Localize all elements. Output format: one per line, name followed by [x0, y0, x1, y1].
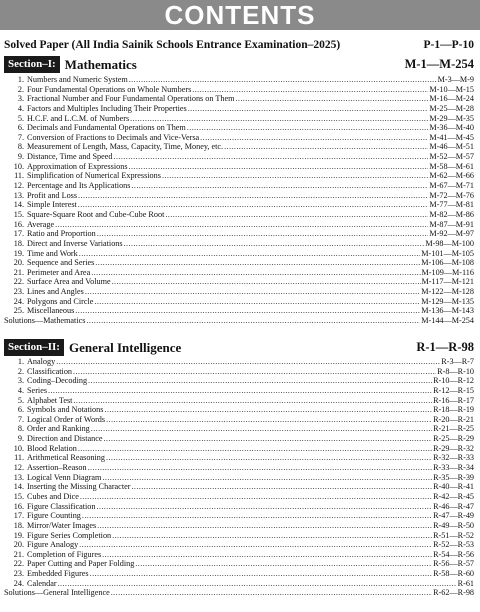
toc-entry[interactable]	[0, 306, 480, 316]
toc-leader-dots	[88, 463, 432, 473]
toc-entry-title: Sequence and Series	[27, 258, 95, 268]
toc-entry-number: 6.	[17, 123, 24, 133]
toc-entry-pages: R-33—R-34	[433, 463, 474, 473]
toc-leader-dots	[95, 258, 420, 268]
toc-leader-dots	[97, 229, 429, 239]
toc-entry-number: 21.	[13, 267, 24, 277]
toc-solutions-pages: M-144—M-254	[421, 316, 474, 326]
toc-leader-dots	[79, 540, 432, 550]
toc-entry[interactable]	[0, 367, 480, 377]
toc-entry-title: Paper Cutting and Paper Folding	[27, 559, 135, 569]
toc-entry[interactable]	[0, 405, 480, 415]
toc-leader-dots	[112, 531, 432, 541]
toc-entry-pages: R-32—R-33	[433, 453, 474, 463]
toc-leader-dots	[58, 579, 457, 589]
toc-leader-dots	[91, 268, 420, 278]
toc-leader-dots	[130, 114, 428, 124]
toc-entry-pages: M-16—M-24	[429, 94, 474, 104]
toc-leader-dots	[86, 316, 420, 326]
toc-entry[interactable]	[0, 210, 480, 220]
section-1-name: Mathematics	[64, 56, 137, 72]
toc-entry-title: Lines and Angles	[27, 287, 84, 297]
toc-entry-number: 23.	[13, 569, 24, 579]
toc-entry-title: H.C.F. and L.C.M. of Numbers	[27, 113, 130, 123]
toc-entry-title: Inserting the Missing Character	[27, 482, 131, 492]
section-1-tag: Section–I:	[4, 56, 60, 73]
toc-entry-number: 14.	[13, 482, 24, 492]
section-1-range: M-1—M-254	[404, 57, 474, 71]
toc-entry-title: Figure Analogy	[27, 540, 79, 550]
toc-entry[interactable]	[0, 75, 480, 85]
toc-leader-dots	[96, 502, 432, 512]
toc-entry-title: Series	[27, 385, 48, 395]
toc-entry-pages: R-20—R-21	[433, 414, 474, 424]
toc-entry[interactable]	[0, 104, 480, 114]
toc-entry[interactable]	[0, 396, 480, 406]
toc-entry-pages: R-42—R-45	[433, 491, 474, 501]
toc-entry[interactable]	[0, 152, 480, 162]
toc-entry-title: Embedded Figures	[27, 569, 89, 579]
toc-leader-dots	[90, 569, 432, 579]
toc-entry-number: 11.	[14, 171, 24, 181]
toc-leader-dots	[129, 75, 437, 85]
toc-entry-number: 2.	[17, 84, 24, 94]
toc-entry[interactable]	[0, 114, 480, 124]
toc-entry-title: Polygons and Circle	[27, 296, 94, 306]
toc-entry[interactable]	[0, 540, 480, 550]
toc-entry[interactable]	[0, 473, 480, 483]
toc-entry[interactable]	[0, 85, 480, 95]
toc-entry-title: Ratio and Proportion	[27, 229, 96, 239]
toc-leader-dots	[78, 444, 432, 454]
toc-entry-pages: R-54—R-56	[433, 549, 474, 559]
toc-entry-number: 4.	[17, 385, 24, 395]
toc-solutions-entry[interactable]	[0, 316, 480, 326]
toc-entry[interactable]	[0, 531, 480, 541]
toc-entry[interactable]	[0, 94, 480, 104]
toc-entry-title: Figure Series Completion	[27, 530, 112, 540]
toc-leader-dots	[135, 559, 432, 569]
toc-entry-number: 9.	[17, 434, 24, 444]
toc-entry-title: Assertion–Reason	[27, 463, 87, 473]
toc-entry-pages: M-36—M-40	[429, 123, 474, 133]
toc-entry-title: Coding–Decoding	[27, 376, 88, 386]
toc-leader-dots	[188, 104, 429, 114]
toc-entry-pages: M-62—M-66	[429, 171, 474, 181]
section-1-header[interactable]	[4, 56, 474, 73]
toc-entry-number: 17.	[13, 229, 24, 239]
toc-entry-pages: M-29—M-35	[429, 113, 474, 123]
toc-entry-pages: R-58—R-60	[433, 569, 474, 579]
toc-entry-title: Cubes and Dice	[27, 491, 79, 501]
toc-entry-title: Perimeter and Area	[27, 267, 91, 277]
toc-entry-number: 18.	[13, 520, 24, 530]
solved-paper-title: Solved Paper (All India Sainik Schools Entrance Examination–2025)	[4, 39, 341, 51]
toc-leader-dots	[165, 210, 428, 220]
toc-entry-pages: R-61	[457, 578, 474, 588]
toc-entry-pages: R-16—R-17	[433, 395, 474, 405]
toc-leader-dots	[82, 511, 432, 521]
toc-entry-pages: R-8—R-10	[437, 366, 474, 376]
toc-leader-dots	[78, 200, 429, 210]
contents-banner: CONTENTS	[0, 0, 480, 30]
toc-entry-pages: M-10—M-15	[429, 84, 474, 94]
toc-entry-pages: M-25—M-28	[429, 103, 474, 113]
toc-entry-pages: M-98—M-100	[425, 238, 474, 248]
toc-entry[interactable]	[0, 200, 480, 210]
toc-entry-title: Figure Counting	[27, 511, 81, 521]
toc-leader-dots	[131, 482, 432, 492]
toc-leader-dots	[91, 424, 432, 434]
toc-entry-pages: M-122—M-128	[421, 287, 474, 297]
toc-entry[interactable]	[0, 511, 480, 521]
toc-entry-pages: M-87—M-91	[429, 219, 474, 229]
toc-leader-dots	[192, 85, 428, 95]
toc-entry-title: Direction and Distance	[27, 434, 103, 444]
toc-entry-number: 22.	[13, 277, 24, 287]
toc-entry-title: Direct and Inverse Variations	[27, 238, 123, 248]
toc-entry-pages: R-47—R-49	[433, 511, 474, 521]
toc-entry[interactable]	[0, 297, 480, 307]
toc-entry-number: 8.	[17, 142, 24, 152]
toc-entry-title: Decimals and Fundamental Operations on Them	[27, 123, 186, 133]
toc-entry-number: 19.	[13, 248, 24, 258]
toc-entry-number: 12.	[13, 463, 24, 473]
toc-entry-pages: R-3—R-7	[441, 357, 474, 366]
toc-leader-dots	[48, 386, 432, 396]
toc-entry-number: 15.	[13, 209, 24, 219]
toc-entry-number: 20.	[13, 540, 24, 550]
toc-entry-pages: M-117—M-121	[421, 277, 474, 287]
toc-entry[interactable]	[0, 386, 480, 396]
toc-leader-dots	[106, 453, 432, 463]
toc-entry[interactable]	[0, 502, 480, 512]
toc-entry[interactable]	[0, 287, 480, 297]
toc-entry-number: 9.	[17, 152, 24, 162]
toc-leader-dots	[111, 588, 432, 598]
toc-entry-pages: R-12—R-15	[433, 385, 474, 395]
toc-entry[interactable]	[0, 133, 480, 143]
toc-entry-pages: R-52—R-53	[433, 540, 474, 550]
toc-entry-pages: M-136—M-143	[421, 306, 474, 316]
toc-entry-number: 10.	[13, 443, 24, 453]
toc-entry-title: Symbols and Notations	[27, 405, 104, 415]
section-2-list	[0, 357, 480, 598]
toc-leader-dots	[106, 415, 432, 425]
section-2-name: General Intelligence	[68, 339, 182, 355]
toc-entry-number: 4.	[17, 103, 24, 113]
toc-entry[interactable]	[0, 162, 480, 172]
toc-entry[interactable]	[0, 220, 480, 230]
toc-entry-title: Logical Order of Words	[27, 414, 106, 424]
toc-entry-title: Classification	[27, 366, 73, 376]
toc-leader-dots	[104, 405, 432, 415]
toc-leader-dots	[235, 94, 428, 104]
toc-leader-dots	[162, 171, 428, 181]
toc-entry-title: Completion of Figures	[27, 549, 102, 559]
toc-entry-number: 1.	[17, 75, 24, 84]
toc-entry-pages: R-18—R-19	[433, 405, 474, 415]
toc-entry-number: 8.	[17, 424, 24, 434]
toc-entry-pages: M-3—M-9	[437, 75, 474, 84]
toc-leader-dots	[102, 550, 432, 560]
toc-entry-number: 14.	[13, 200, 24, 210]
toc-entry-title: Distance, Time and Speed	[27, 152, 113, 162]
toc-entry-title: Approximation of Expressions	[27, 161, 128, 171]
toc-entry-pages: M-101—M-105	[421, 248, 474, 258]
toc-leader-dots	[131, 181, 428, 191]
toc-entry-number: 6.	[17, 405, 24, 415]
section-2-tag: Section–II:	[4, 339, 64, 356]
toc-leader-dots	[129, 162, 429, 172]
toc-entry-number: 16.	[13, 501, 24, 511]
toc-entry[interactable]	[0, 123, 480, 133]
toc-entry[interactable]	[0, 424, 480, 434]
toc-entry[interactable]	[0, 550, 480, 560]
toc-leader-dots	[56, 357, 440, 367]
toc-entry-title: Simplification of Numerical Expressions	[27, 171, 161, 181]
toc-entry-title: Profit and Loss	[27, 190, 78, 200]
toc-entry-number: 3.	[17, 376, 24, 386]
toc-leader-dots	[88, 376, 432, 386]
toc-entry[interactable]	[0, 249, 480, 259]
toc-leader-dots	[224, 142, 428, 152]
toc-entry-title: Measurement of Length, Mass, Capacity, Time, Money, etc.	[27, 142, 224, 152]
toc-entry[interactable]	[0, 415, 480, 425]
toc-entry-pages: R-46—R-47	[433, 501, 474, 511]
toc-entry-pages: R-40—R-41	[433, 482, 474, 492]
toc-entry-pages: R-51—R-52	[433, 530, 474, 540]
toc-entry-title: Factors and Multiples Including Their Properties	[27, 103, 187, 113]
toc-entry-pages: M-77—M-81	[429, 200, 474, 210]
toc-entry[interactable]	[0, 239, 480, 249]
toc-entry-pages: M-82—M-86	[429, 209, 474, 219]
toc-entry-number: 1.	[17, 357, 24, 366]
toc-entry-pages: M-46—M-51	[429, 142, 474, 152]
toc-entry[interactable]	[0, 277, 480, 287]
toc-leader-dots	[102, 473, 432, 483]
toc-entry[interactable]	[0, 569, 480, 579]
toc-entry[interactable]	[0, 376, 480, 386]
toc-entry-title: Simple Interest	[27, 200, 77, 210]
toc-leader-dots	[187, 123, 429, 133]
toc-entry-title: Fractional Number and Four Fundamental Operations on Them	[27, 94, 235, 104]
toc-leader-dots	[114, 152, 429, 162]
toc-entry-number: 13.	[13, 190, 24, 200]
toc-leader-dots	[73, 396, 432, 406]
toc-entry-number: 15.	[13, 491, 24, 501]
toc-entry-pages: M-129—M-135	[421, 296, 474, 306]
toc-solutions-pages: R-62—R-98	[433, 588, 474, 598]
section-2-range: R-1—R-98	[416, 340, 474, 354]
toc-entry-number: 2.	[17, 366, 24, 376]
toc-entry[interactable]	[0, 191, 480, 201]
toc-entry-number: 20.	[13, 258, 24, 268]
toc-entry[interactable]	[0, 559, 480, 569]
section-1-list	[0, 75, 480, 326]
toc-entry[interactable]	[0, 268, 480, 278]
toc-entry-title: Alphabet Test	[27, 395, 73, 405]
toc-entry-title: Numbers and Numeric System	[27, 75, 128, 84]
toc-entry[interactable]	[0, 357, 480, 367]
toc-entry-title: Miscellaneous	[27, 306, 75, 316]
toc-entry-pages: R-25—R-29	[433, 434, 474, 444]
toc-leader-dots	[103, 434, 432, 444]
toc-entry[interactable]	[0, 181, 480, 191]
toc-entry[interactable]	[0, 142, 480, 152]
toc-solutions-entry[interactable]	[0, 588, 480, 598]
toc-entry-pages: R-35—R-39	[433, 472, 474, 482]
toc-entry-number: 5.	[17, 395, 24, 405]
toc-entry[interactable]	[0, 521, 480, 531]
toc-entry[interactable]	[0, 492, 480, 502]
toc-entry-number: 17.	[13, 511, 24, 521]
toc-entry-number: 7.	[17, 132, 24, 142]
toc-entry-title: Four Fundamental Operations on Whole Numbers	[27, 84, 192, 94]
toc-entry-pages: R-49—R-50	[433, 520, 474, 530]
toc-entry-pages: M-41—M-45	[429, 132, 474, 142]
toc-entry-number: 5.	[17, 113, 24, 123]
toc-entry-title: Time and Work	[27, 248, 78, 258]
toc-entry-number: 24.	[13, 578, 24, 588]
toc-entry[interactable]	[0, 171, 480, 181]
toc-entry[interactable]	[0, 463, 480, 473]
toc-entry-number: 25.	[13, 306, 24, 316]
toc-leader-dots	[75, 306, 420, 316]
toc-entry-pages: R-10—R-12	[433, 376, 474, 386]
toc-entry-number: 21.	[13, 549, 24, 559]
solved-paper-entry[interactable]	[4, 37, 474, 53]
toc-entry-pages: M-106—M-108	[421, 258, 474, 268]
toc-entry-title: Surface Area and Volume	[27, 277, 111, 287]
toc-entry[interactable]	[0, 482, 480, 492]
toc-entry[interactable]	[0, 453, 480, 463]
toc-entry-pages: M-67—M-71	[429, 181, 474, 191]
toc-entry-number: 13.	[13, 472, 24, 482]
toc-entry-number: 24.	[13, 296, 24, 306]
toc-entry-number: 11.	[14, 453, 24, 463]
toc-entry[interactable]	[0, 258, 480, 268]
toc-entry-pages: R-21—R-25	[433, 424, 474, 434]
toc-entry-number: 18.	[13, 238, 24, 248]
toc-entry-title: Square-Square Root and Cube-Cube Root	[27, 209, 165, 219]
toc-leader-dots	[85, 287, 420, 297]
toc-entry-number: 16.	[13, 219, 24, 229]
solved-paper-pages: P-1—P-10	[423, 39, 474, 51]
toc-entry-pages: M-72—M-76	[429, 190, 474, 200]
toc-solutions-title: Solutions—Mathematics	[4, 316, 86, 326]
toc-entry-pages: M-92—M-97	[429, 229, 474, 239]
toc-entry-number: 7.	[17, 414, 24, 424]
toc-entry[interactable]	[0, 434, 480, 444]
toc-entry-pages: R-56—R-57	[433, 559, 474, 569]
toc-entry-number: 23.	[13, 287, 24, 297]
toc-entry-pages: M-52—M-57	[429, 152, 474, 162]
toc-entry-title: Figure Classification	[27, 501, 96, 511]
toc-solutions-title: Solutions—General Intelligence	[4, 588, 110, 598]
toc-entry-pages: M-58—M-61	[429, 161, 474, 171]
toc-leader-dots	[79, 249, 420, 259]
toc-entry-title: Average	[27, 219, 55, 229]
toc-entry-title: Order and Ranking	[27, 424, 90, 434]
toc-leader-dots	[97, 521, 432, 531]
toc-entry-title: Conversion of Fractions to Decimals and Vice-Versa	[27, 132, 200, 142]
toc-entry-pages: R-29—R-32	[433, 443, 474, 453]
toc-entry-number: 22.	[13, 559, 24, 569]
toc-leader-dots	[55, 220, 428, 230]
toc-entry-title: Percentage and Its Applications	[27, 181, 131, 191]
toc-entry-title: Mirror/Water Images	[27, 520, 97, 530]
toc-entry-title: Analogy	[27, 357, 56, 366]
toc-entry-number: 3.	[17, 94, 24, 104]
toc-entry-number: 10.	[13, 161, 24, 171]
toc-entry-title: Calendar	[27, 578, 57, 588]
toc-leader-dots	[80, 492, 432, 502]
toc-entry[interactable]	[0, 229, 480, 239]
toc-entry-pages: M-109—M-116	[421, 267, 474, 277]
section-2-header[interactable]	[4, 339, 474, 356]
toc-entry[interactable]	[0, 444, 480, 454]
toc-leader-dots	[73, 367, 436, 377]
toc-leader-dots	[124, 239, 425, 249]
toc-leader-dots	[112, 277, 421, 287]
toc-leader-dots	[94, 297, 420, 307]
toc-leader-dots	[78, 191, 428, 201]
toc-entry-number: 12.	[13, 181, 24, 191]
toc-entry-title: Blood Relation	[27, 443, 77, 453]
toc-entry-title: Logical Venn Diagram	[27, 472, 102, 482]
toc-entry-title: Arithmetical Reasoning	[27, 453, 105, 463]
toc-entry[interactable]	[0, 579, 480, 589]
toc-leader-dots	[200, 133, 428, 143]
toc-entry-number: 19.	[13, 530, 24, 540]
